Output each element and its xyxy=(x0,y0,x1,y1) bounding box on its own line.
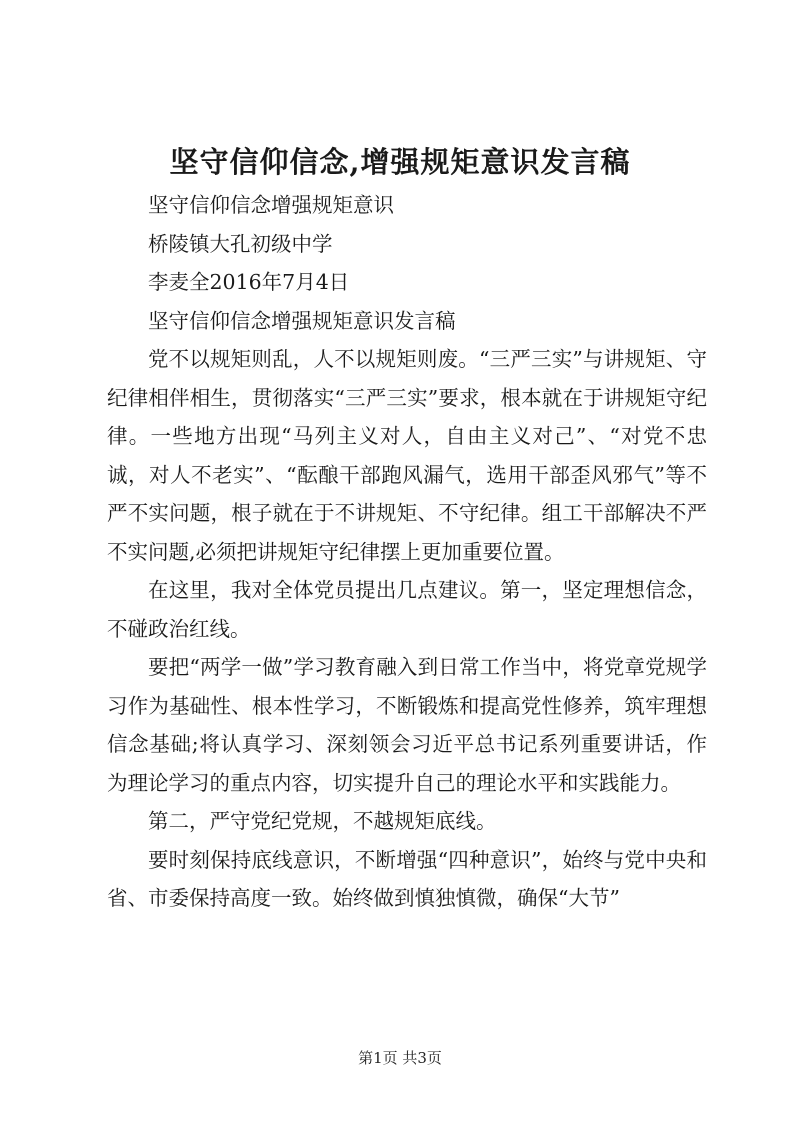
meta-author-date: 李麦全2016年7月4日 xyxy=(148,270,350,294)
paragraph: 第二，严守党纪党规，不越规矩底线。 xyxy=(148,809,497,833)
page-number-footer: 第1页 共3页 xyxy=(358,1049,442,1067)
paragraph: 要把“两学一做”学习教育融入到日常工作当中，将党章党规学习作为基础性、根本性学习，不断锻炼和提高党性修养，筑牢理想信念基础;将认真学习、深刻领会习近平总书记系列重要讲话，作为理论学习的重点内容，切实提升自己的理论水平和实践能力。 xyxy=(107,655,707,795)
meta-subject: 坚守信仰信念增强规矩意识 xyxy=(148,193,394,217)
meta-school: 桥陵镇大孔初级中学 xyxy=(148,231,333,256)
meta-doc-name: 坚守信仰信念增强规矩意识发言稿 xyxy=(148,308,456,333)
paragraph: 党不以规矩则乱，人不以规矩则废。“三严三实”与讲规矩、守纪律相伴相生，贯彻落实“三严三实”要求，根本就在于讲规矩守纪律。一些地方出现“马列主义对人，自由主义对己”、“对党不忠诚，对人不老实”、“酝酿干部跑风漏气，选用干部歪风邪气”等不严不实问题，根子就在于不讲规矩、不守纪律。组工干部解决不严不实问题,必须把讲规矩守纪律摆上更加重要位置。 xyxy=(107,347,707,564)
paragraph: 在这里，我对全体党员提出几点建议。第一，坚定理想信念，不碰政治红线。 xyxy=(107,578,707,641)
document-title: 坚守信仰信念,增强规矩意识发言稿 xyxy=(169,145,631,179)
paragraph: 要时刻保持底线意识，不断增强“四种意识”，始终与党中央和省、市委保持高度一致。始终做到慎独慎微，确保“大节” xyxy=(107,847,707,910)
document-body xyxy=(107,186,707,918)
